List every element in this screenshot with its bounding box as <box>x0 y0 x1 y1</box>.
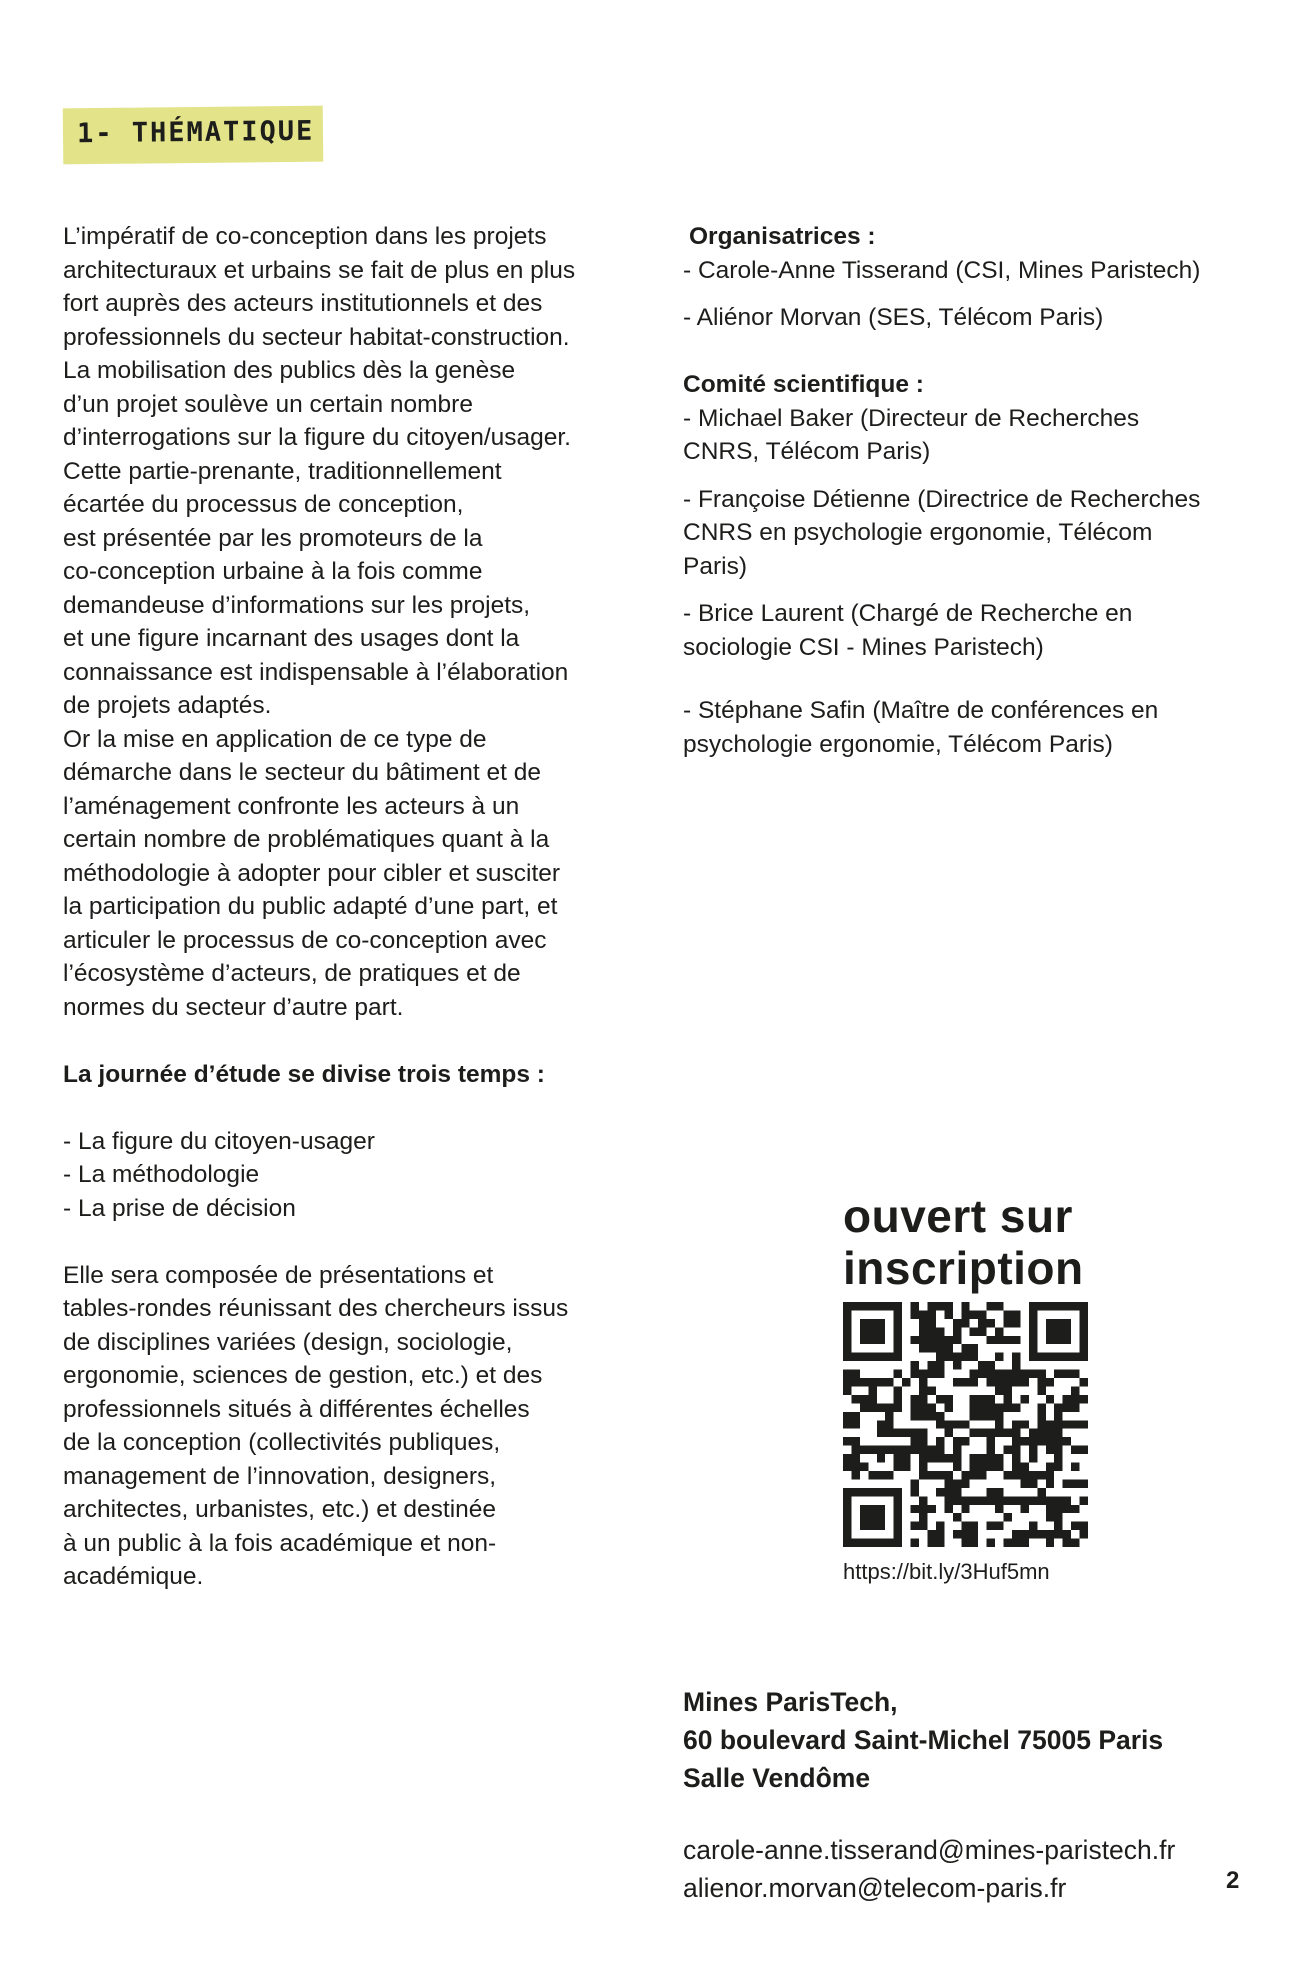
parts-heading: La journée d’étude se divise trois temps : <box>63 1060 545 1088</box>
committee-item: - Françoise Détienne (Directrice de Recherches CNRS en psychologie ergonomie, Télécom Paris) <box>683 485 1201 580</box>
registration-url[interactable]: https://bit.ly/3Huf5mn <box>843 1559 1050 1584</box>
part-item: - La méthodologie <box>63 1161 260 1188</box>
section-title: 1- THÉMATIQUE <box>76 115 315 150</box>
committee-item: - Brice Laurent (Chargé de Recherche en sociologie CSI - Mines Paristech) <box>683 600 1133 661</box>
address-block <box>683 1683 1163 1797</box>
organizer-item: - Carole-Anne Tisserand (CSI, Mines Paristech) <box>683 256 1201 284</box>
email-link[interactable]: alienor.morvan@telecom-paris.fr <box>683 1873 1067 1903</box>
qr-code-icon[interactable] <box>843 1302 1088 1547</box>
closing-paragraph: Elle sera composée de présentations et tables-rondes réunissant des chercheurs issus de disciplines variées (design, sociologie, ergonomie, sciences de gestion, etc.) et des professionnels situés à différentes échelles de la conception (collectivités publiques, management de l’innovation, designers, architectes, urbanistes, etc.) et destinée à un public à la fois académique et non- académique. <box>63 1261 569 1590</box>
committee-item: - Stéphane Safin (Maître de conférences en psychologie ergonomie, Télécom Paris) <box>683 697 1159 758</box>
committee-item: - Michael Baker (Directeur de Recherches CNRS, Télécom Paris) <box>683 404 1140 465</box>
part-item: - La figure du citoyen-usager <box>63 1127 375 1155</box>
address-line: Salle Vendôme <box>683 1763 871 1793</box>
registration-line-1: ouvert sur <box>843 1190 1073 1242</box>
registration-block <box>843 1190 1103 1585</box>
section-title-highlight <box>63 106 324 165</box>
page-number: 2 <box>1226 1867 1240 1894</box>
left-column <box>63 220 623 1594</box>
part-item: - La prise de décision <box>63 1194 296 1222</box>
organizers-heading: Organisatrices : <box>689 223 876 250</box>
right-column <box>683 220 1283 761</box>
registration-line-2: inscription <box>843 1242 1084 1294</box>
address-line: 60 boulevard Saint-Michel 75005 Paris <box>683 1725 1164 1755</box>
organizer-item: - Aliénor Morvan (SES, Télécom Paris) <box>683 304 1104 331</box>
address-line: Mines ParisTech, <box>683 1687 898 1717</box>
intro-paragraph: L’impératif de co-conception dans les projets architecturaux et urbains se fait de plus en plus fort auprès des acteurs institutionnels et des professionnels du secteur habitat-construction. La mobilisation des publics dès la genèse d’un projet soulève un certain nombre d’interrogations sur la figure du citoyen/usager. Cette partie-prenante, traditionnellement écartée du processus de conception, est présentée par les promoteurs de la co-conception urbaine à la fois comme demandeuse d’informations sur les projets, et une figure incarnant des usages dont la connaissance est indispensable à l’élaboration de projets adaptés. Or la mise en application de ce type de démarche dans le secteur du bâtiment et de l’aménagement confronte les acteurs à un certain nombre de problématiques quant à la méthodologie à adopter pour cibler et susciter la participation du public adapté d’une part, et articuler le processus de co-conception avec l’écosystème d’acteurs, de pratiques et de normes du secteur d’autre part. <box>63 223 576 1021</box>
committee-heading: Comité scientifique : <box>683 371 924 398</box>
contact-emails <box>683 1831 1175 1907</box>
email-link[interactable]: carole-anne.tisserand@mines-paristech.fr <box>683 1835 1176 1865</box>
